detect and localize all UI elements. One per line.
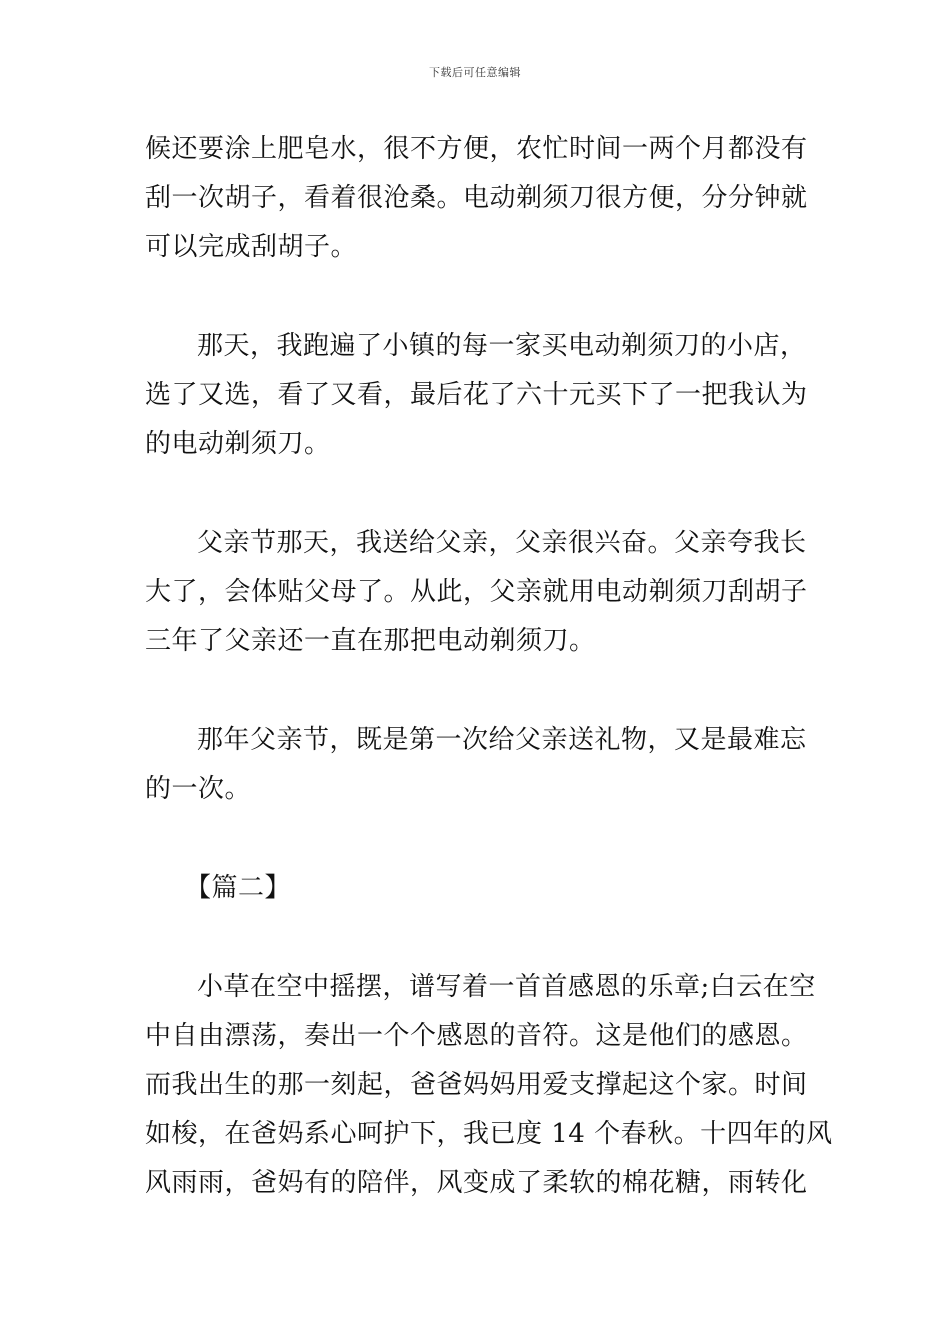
text-line: 而我出生的那一刻起，爸爸妈妈用爱支撑起这个家。时间 bbox=[145, 1070, 808, 1100]
text-line: 那天，我跑遍了小镇的每一家买电动剃须刀的小店， bbox=[197, 331, 807, 361]
document-body bbox=[145, 125, 833, 1208]
text-line: 大了，会体贴父母了。从此，父亲就用电动剃须刀刮胡子 bbox=[145, 577, 808, 607]
text-line: 中自由漂荡，奏出一个个感恩的音符。这是他们的感恩。 bbox=[145, 1021, 808, 1051]
text-line: 可以完成刮胡子。 bbox=[145, 232, 358, 262]
text-line: 三年了父亲还一直在那把电动剃须刀。 bbox=[145, 626, 596, 656]
page-header: 下载后可任意编辑 bbox=[429, 66, 521, 79]
paragraph-spacer bbox=[145, 272, 815, 322]
text-line: 候还要涂上肥皂水，很不方便，农忙时间一两个月都没有 bbox=[145, 134, 808, 164]
text-line: 的一次。 bbox=[145, 774, 252, 804]
text-line: 风雨雨，爸妈有的陪伴，风变成了柔软的棉花糖，雨转化 bbox=[145, 1168, 808, 1198]
text-line: 刮一次胡子，看着很沧桑。电动剃须刀很方便，分分钟就 bbox=[145, 183, 808, 213]
text-line: 如梭，在爸妈系心呵护下，我已度 14 个春秋。十四年的风 bbox=[145, 1119, 833, 1149]
paragraph-spacer bbox=[145, 666, 815, 716]
paragraph-2 bbox=[145, 322, 815, 469]
text-line: 选了又选，看了又看，最后花了六十元买下了一把我认为 bbox=[145, 380, 808, 410]
paragraph-3 bbox=[145, 519, 815, 666]
paragraph-1 bbox=[145, 125, 815, 272]
section-heading: 【篇二】 bbox=[185, 873, 292, 903]
paragraph-spacer bbox=[145, 469, 815, 519]
text-line: 小草在空中摇摆，谱写着一首首感恩的乐章;白云在空 bbox=[197, 972, 816, 1002]
paragraph-5 bbox=[145, 963, 833, 1208]
paragraph-spacer bbox=[145, 814, 815, 864]
paragraph-spacer bbox=[145, 913, 815, 963]
text-line: 的电动剃须刀。 bbox=[145, 429, 331, 459]
paragraph-4 bbox=[145, 716, 815, 814]
text-line: 父亲节那天，我送给父亲，父亲很兴奋。父亲夸我长 bbox=[197, 528, 807, 558]
text-line: 那年父亲节，既是第一次给父亲送礼物，又是最难忘 bbox=[197, 725, 807, 755]
